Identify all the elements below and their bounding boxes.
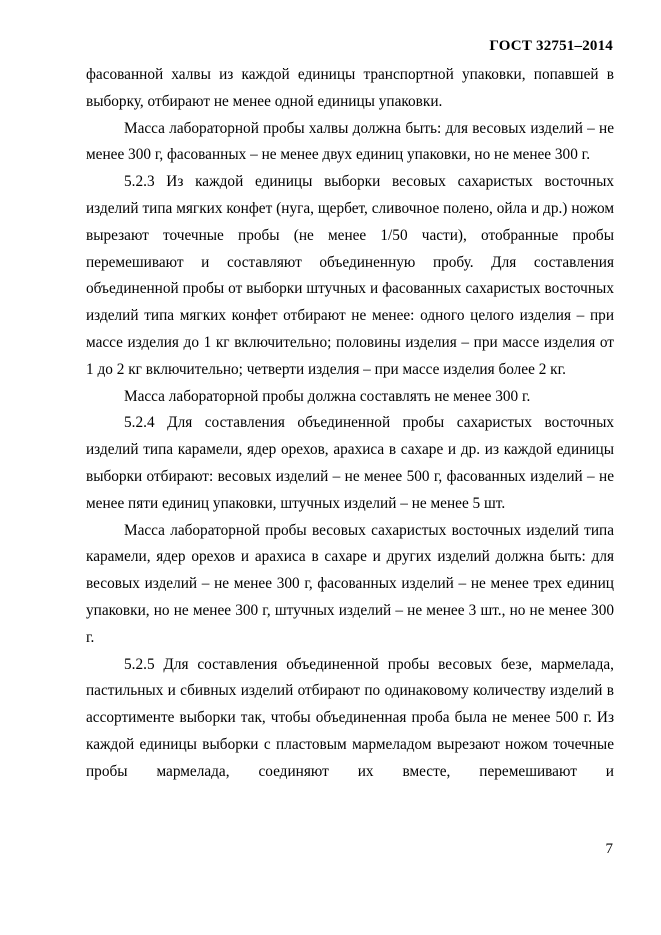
paragraph-section-5-2-5: 5.2.5 Для составления объединенной пробы весовых безе, мармелада, пастильных и сбивных изделий отбирают по одинаковому количеству изделий в ассортименте выборки так, чтобы объединенная проба была не менее 500 г. Из каждой единицы выборки с пластовым мармеладом вырезают ножом точечные пробы мармелада, соединяют их вместе, перемешивают и [86,655,614,780]
paragraph-lab-sample-mass: Масса лабораторной пробы должна составлять не менее 300 г. [124,387,531,405]
standard-header: ГОСТ 32751–2014 [489,38,613,54]
paragraph-section-5-2-4: 5.2.4 Для составления объединенной пробы сахаристых восточных изделий типа карамели, ядер орехов, арахиса в сахаре и др. из каждой единицы выборки отбирают: весовых изделий – не менее 500 г, фасованных изделий – не менее пяти единиц упаковки, штучных изделий – не менее 5 шт. [86,414,614,512]
paragraph-section-5-2-3: 5.2.3 Из каждой единицы выборки весовых сахаристых восточных изделий типа мягких конфет (нуга, щербет, сливочное полено, ойла и др.) ножом вырезают точечные пробы (не менее 1/50 части), отобранные пробы перемешивают и составляют объединенную пробу. Для составления объединенной пробы от выборки штучных и фасованных сахаристых восточных изделий типа мягких конфет отбирают не менее: одного целого изделия – при массе изделия до 1 кг включительно; половины изделия – при массе изделия от 1 до 2 кг включительно; четверти изделия – при массе изделия более 2 кг. [86,173,614,378]
document-body [86,62,614,786]
paragraph-halva-sampling: фасованной халвы из каждой единицы транспортной упаковки, попавшей в выборку, отбирают не менее одной единицы упаковки. [86,66,614,110]
paragraph-halva-lab-sample-mass: Масса лабораторной пробы халвы должна быть: для весовых изделий – не менее 300 г, фасованных – не менее двух единиц упаковки, но не менее 300 г. [86,119,614,164]
page-number: 7 [605,841,613,857]
paragraph-caramel-lab-sample-mass: Масса лабораторной пробы весовых сахаристых восточных изделий типа карамели, ядер орехов и арахиса в сахаре и других изделий должна быть: для весовых изделий – не менее 300 г, фасованных изделий – не менее трех единиц упаковки, но не менее 300 г, штучных изделий – не менее 3 шт., но не менее 300 г. [86,521,614,646]
